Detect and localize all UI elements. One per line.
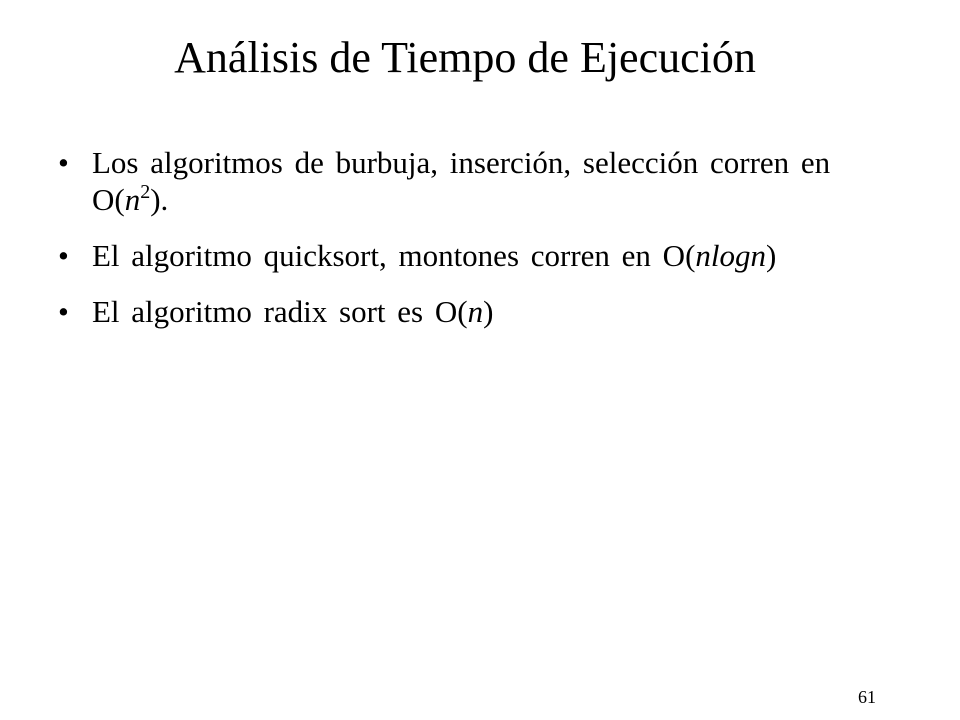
complexity-variable: nlogn (695, 238, 767, 273)
bullet-text-prefix: El algoritmo quicksort, montones corren en O( (92, 238, 696, 273)
bullet-text-suffix: ) (483, 294, 494, 329)
bullet-text-prefix: Los algoritmos de burbuja, inserción, selección corren en O( (92, 145, 831, 217)
bullet-text (92, 293, 898, 330)
complexity-variable: n (467, 294, 484, 329)
bullet-item-bubble-insertion-selection (58, 144, 898, 218)
slide-title: Análisis de Tiempo de Ejecución (174, 33, 756, 82)
complexity-exponent: 2 (140, 181, 151, 203)
bullet-text-suffix: ). (150, 182, 169, 217)
bullet-text-prefix: El algoritmo radix sort es O( (92, 294, 468, 329)
bullet-item-quicksort-heaps (58, 237, 898, 274)
bullet-text (92, 237, 898, 274)
bullet-marker: • (58, 145, 69, 180)
bullet-list (58, 144, 898, 349)
bullet-item-radix-sort (58, 293, 898, 330)
complexity-variable: n (124, 182, 141, 217)
bullet-text-suffix: ) (766, 238, 777, 273)
bullet-marker: • (58, 238, 69, 273)
page-number: 61 (858, 687, 876, 707)
bullet-marker: • (58, 294, 69, 329)
bullet-text (92, 144, 898, 218)
